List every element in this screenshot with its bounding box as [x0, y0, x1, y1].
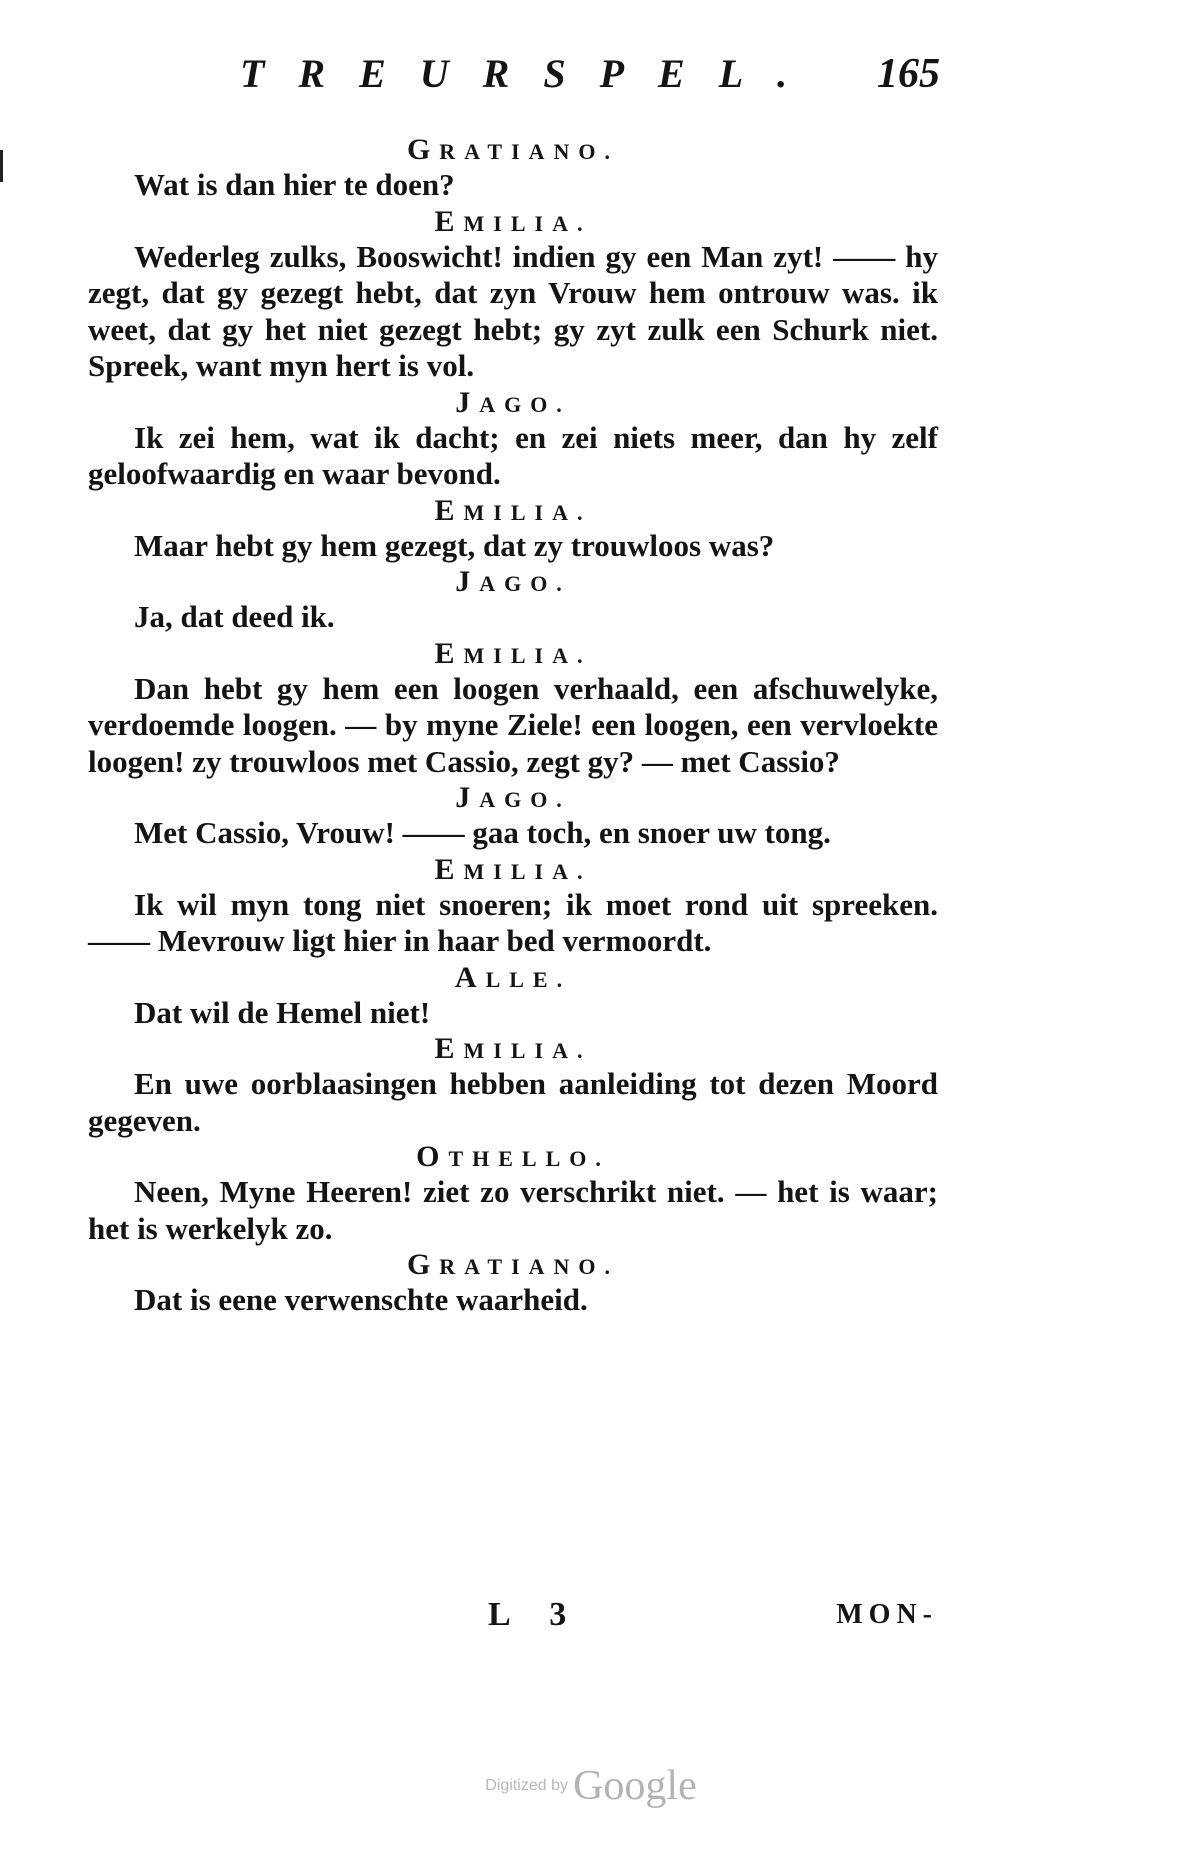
speech-text: Neen, Myne Heeren! ziet zo verschrikt niet. — het is waar; het is werkelyk zo.	[88, 1174, 938, 1246]
catchword: MON-	[836, 1599, 938, 1630]
speech-text: Wederleg zulks, Booswicht! indien gy een Man zyt! —— hy zegt, dat gy gezegt hebt, dat zyn Vrouw hem ontrouw was. ik weet, dat gy het niet gezegt hebt; gy zyt zulk een Schurk niet. Spreek, want myn hert is vol.	[88, 238, 938, 383]
speaker-name: JAGO.	[455, 781, 571, 814]
watermark-brand: Google	[573, 1763, 697, 1809]
speech-text: Ik wil myn tong niet snoeren; ik moet rond uit spreeken. —— Mevrouw ligt hier in haar bed vermoordt.	[88, 886, 938, 958]
speaker-name: OTHELLO.	[416, 1140, 610, 1173]
speech-text: En uwe oorblaasingen hebben aanleiding tot dezen Moord gegeven.	[88, 1066, 938, 1138]
page-footer	[88, 1590, 938, 1640]
page-header	[240, 44, 940, 104]
signature-mark: L 3	[488, 1596, 583, 1633]
speaker-name: ALLE.	[454, 960, 572, 994]
speaker-name: GRATIANO.	[406, 133, 620, 166]
speech-text: Wat is dan hier te doen?	[134, 167, 455, 202]
speaker-name: JAGO.	[455, 565, 571, 598]
speech-text: Ja, dat deed ik.	[134, 599, 335, 634]
speaker-name: JAGO.	[455, 385, 571, 419]
speaker-name: EMILIA.	[434, 636, 592, 670]
page-number: 165	[877, 51, 940, 97]
speaker-name: EMILIA.	[434, 204, 592, 238]
dialogue-text	[88, 132, 938, 1319]
speaker-name: EMILIA.	[434, 493, 592, 527]
speech-text: Ik zei hem, wat ik dacht; en zei niets meer, dan hy zelf geloofwaardig en waar bevond.	[88, 419, 938, 491]
speaker-name: EMILIA.	[434, 1032, 592, 1065]
speech-text: Dat wil de Hemel niet!	[134, 994, 431, 1030]
watermark-prefix: Digitized by	[485, 1777, 568, 1794]
running-title: TREURSPEL.	[240, 51, 822, 96]
speech-text: Dat is eene verwenschte waarheid.	[134, 1282, 588, 1317]
margin-mark	[0, 150, 3, 182]
speech-text: Maar hebt gy hem gezegt, dat zy trouwloos was?	[134, 527, 775, 563]
speech-text: Dan hebt gy hem een loogen verhaald, een afschuwelyke, verdoemde loogen. — by myne Ziele! een loogen, een vervloekte loogen! zy trouwloos met Cassio, zegt gy? — met Cassio?	[88, 670, 938, 779]
speech-text: Met Cassio, Vrouw! —— gaa toch, en snoer uw tong.	[134, 815, 831, 850]
speaker-name: GRATIANO.	[406, 1248, 620, 1281]
digitized-watermark	[0, 1762, 1182, 1810]
speaker-name: EMILIA.	[434, 852, 592, 886]
